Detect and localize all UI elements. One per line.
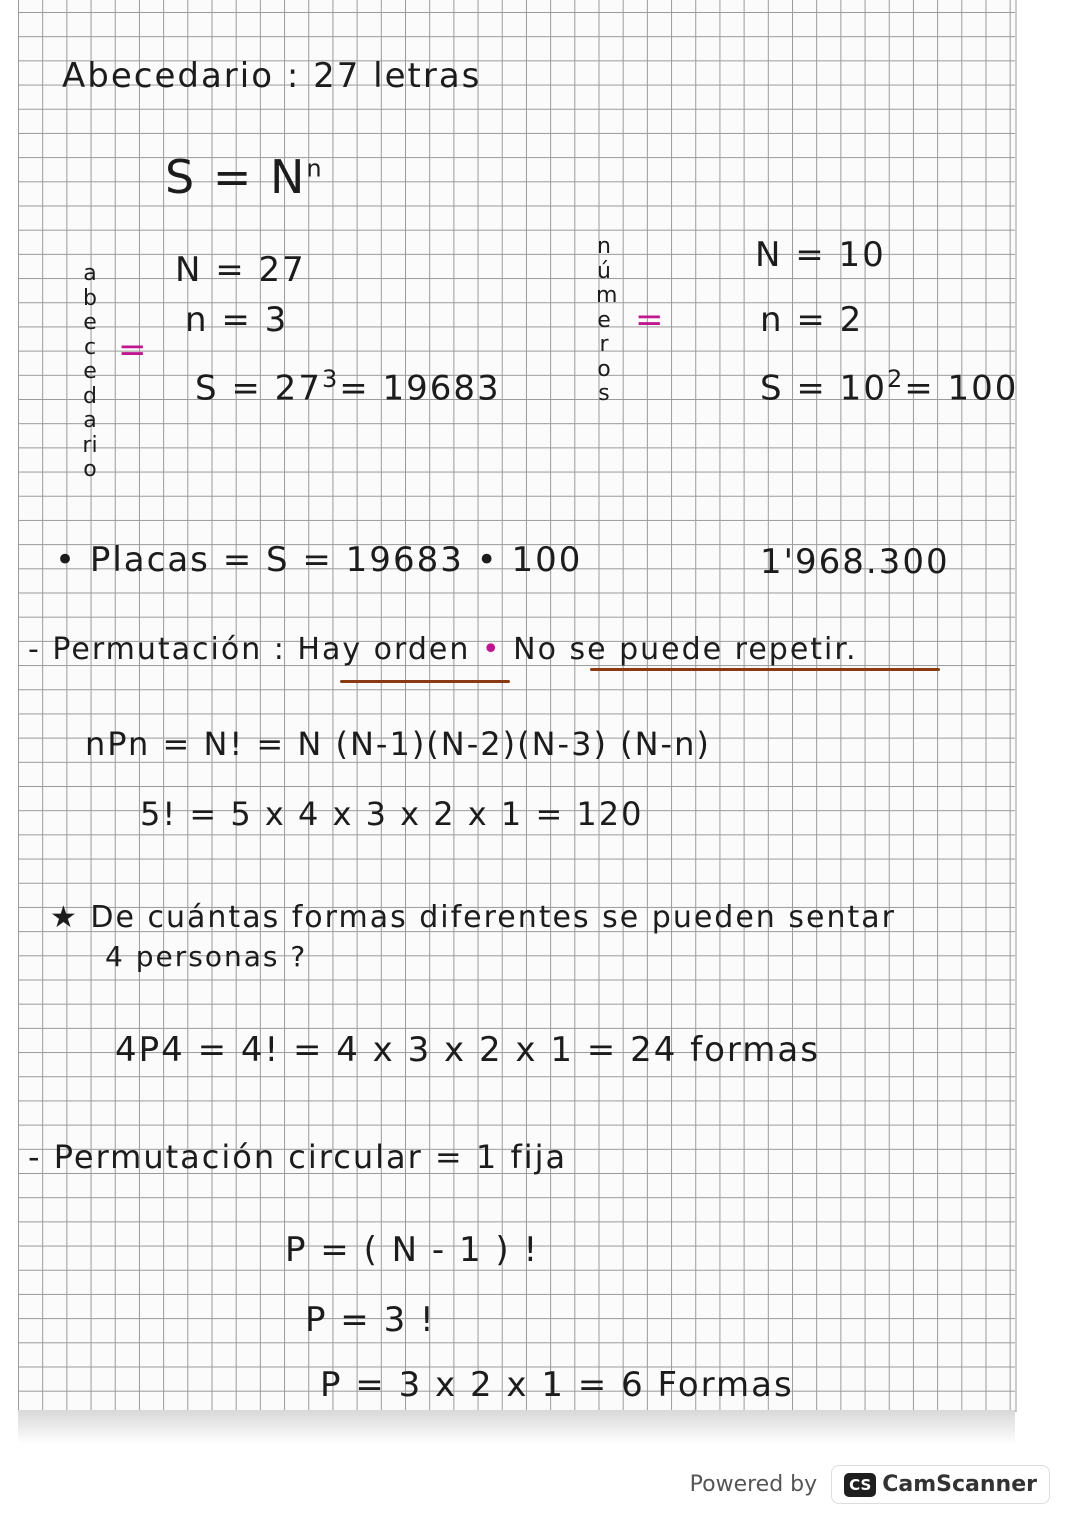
abc-N: N = 27 — [175, 250, 306, 290]
camscanner-logo-icon: CS — [844, 1473, 876, 1497]
circular-step: P = 3 ! — [305, 1300, 436, 1340]
powered-by-text: Powered by — [689, 1472, 818, 1497]
numeros-vertical-label: números — [596, 234, 618, 406]
num-S: $S = 10^2= 100$ — [760, 365, 1019, 409]
circular-result: P = 3 x 2 x 1 = 6 Formas — [320, 1365, 794, 1405]
placas-formula: • Placas = S = 19683 • 100 — [55, 540, 583, 580]
abc-n: n = 3 — [185, 300, 289, 340]
title: Abecedario : 27 letras — [62, 56, 482, 96]
circular-permutation-title: - Permutación circular = 1 fija — [28, 1138, 568, 1176]
permutation-line: - Permutación : Hay orden • No se puede repetir. — [28, 632, 858, 667]
abecedario-vertical-label: abecedario — [82, 261, 98, 482]
camscanner-watermark — [690, 1465, 1050, 1504]
underline-hay-orden — [340, 680, 510, 683]
num-N: N = 10 — [755, 235, 886, 275]
permutation-formula: nPn = N! = N (N-1)(N-2)(N-3) (N-n) — [85, 725, 711, 763]
circular-formula: P = ( N - 1 ) ! — [285, 1230, 540, 1270]
question-answer: 4P4 = 4! = 4 x 3 x 2 x 1 = 24 formas — [115, 1030, 820, 1070]
question-line-2: 4 personas ? — [105, 940, 308, 973]
num-equals: = — [635, 300, 666, 340]
question-line-1: ★ De cuántas formas diferentes se pueden sentar — [50, 900, 896, 935]
camscanner-badge — [831, 1465, 1050, 1504]
grid-paper — [18, 0, 1017, 1412]
num-n: n = 2 — [760, 300, 864, 340]
page-shadow — [18, 1410, 1015, 1444]
underline-no-repetir — [590, 668, 940, 671]
abc-S: $S = 27^3= 19683$ — [195, 365, 501, 409]
abc-equals: = — [118, 330, 149, 370]
placas-result: 1'968.300 — [760, 542, 950, 582]
camscanner-brand: CamScanner — [882, 1472, 1037, 1497]
permutation-example: 5! = 5 x 4 x 3 x 2 x 1 = 120 — [140, 795, 644, 833]
general-formula: $S = N^n$ — [165, 150, 324, 204]
